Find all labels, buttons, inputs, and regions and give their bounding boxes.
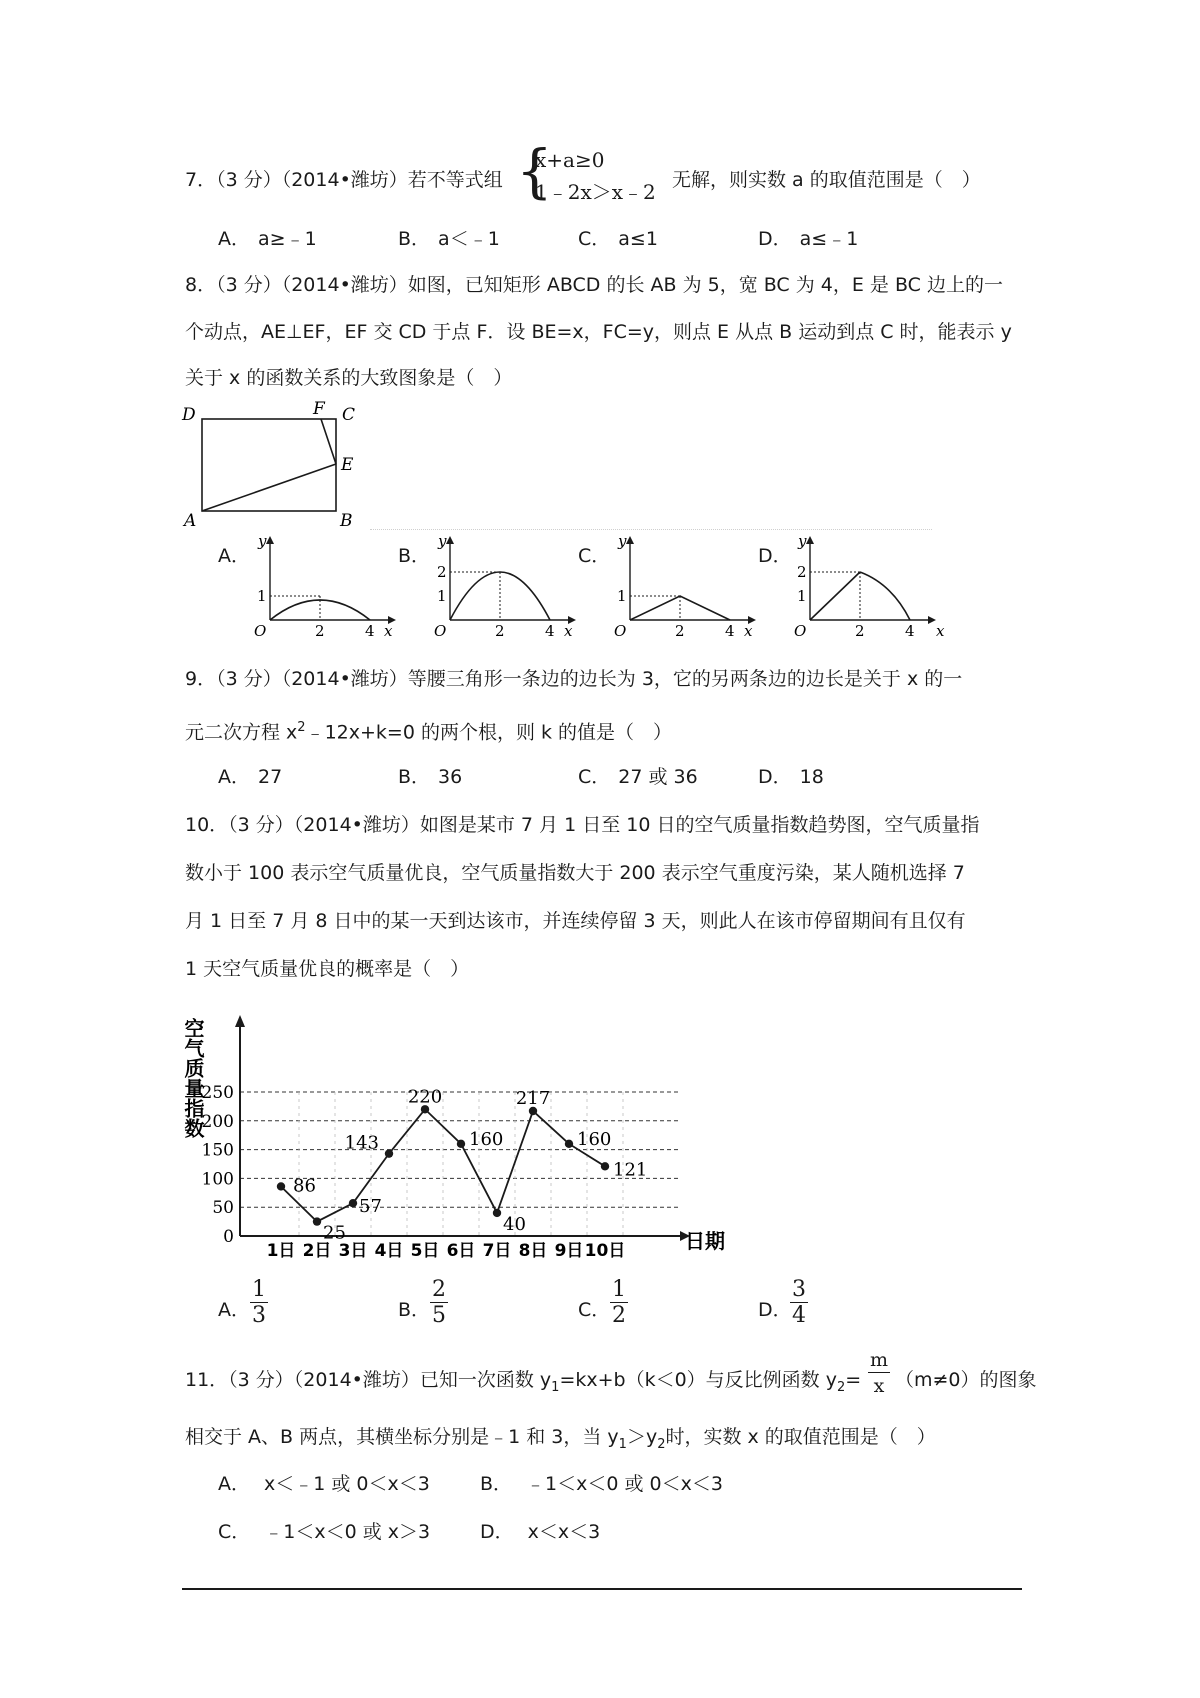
page-bottom-rule <box>182 1588 1022 1590</box>
q7-system-line-2: 1﹣2x＞x﹣2 <box>535 180 656 204</box>
q8-rectangle-figure <box>180 398 370 530</box>
graph-c-origin: O <box>614 622 627 640</box>
graph-d-tick-4: 4 <box>905 622 915 640</box>
q11-option-d: D． x＜x＜3 <box>480 1521 601 1543</box>
graph-a-y-label: y <box>258 532 267 550</box>
x-tick-label: 7日 <box>482 1241 512 1261</box>
q11-stem-line-1-suffix: （m≠0）的图象 <box>895 1369 1037 1391</box>
x-tick-label: 9日 <box>554 1241 584 1261</box>
q10-stem-line-3: 月 1 日至 7 月 8 日中的某一天到达该市，并连续停留 3 天，则此人在该市停留期间有且仅有 <box>185 910 966 932</box>
graph-a-x-label: x <box>384 622 393 640</box>
label-e: E <box>341 455 354 475</box>
graph-a-tick-4: 4 <box>365 622 375 640</box>
data-point <box>277 1182 285 1190</box>
q8-option-d-letter: D． <box>758 545 792 567</box>
q8-graph-a <box>248 532 398 644</box>
graph-c-tick-2: 2 <box>675 622 685 640</box>
data-point <box>385 1149 393 1157</box>
data-label: 40 <box>503 1213 526 1235</box>
graph-d-x-label: x <box>936 622 945 640</box>
graph-b-tick-2: 2 <box>495 622 505 640</box>
y-tick-label-250: 250 <box>201 1083 234 1103</box>
q11-stem-line-2: 相交于 A、B 两点，其横坐标分别是﹣1 和 3，当 $y_1>y_2$时，实数 x 的取值范围是（ ） <box>185 1426 936 1452</box>
q7-option-d: D． a≤﹣1 <box>758 228 859 250</box>
y-tick-label-50: 50 <box>212 1198 234 1219</box>
q10-stem-line-1: 10．（3 分）（2014•潍坊）如图是某市 7 月 1 日至 10 日的空气质量指数趋势图，空气质量指 <box>185 814 980 836</box>
q8-graph-c <box>608 532 758 644</box>
data-label: 217 <box>515 1088 551 1110</box>
x-tick-label: 10日 <box>584 1241 626 1261</box>
rectangle-abcd <box>202 419 336 511</box>
label-a: A <box>184 511 197 530</box>
q7-stem-suffix: 无解，则实数 a 的取值范围是（ ） <box>672 169 981 191</box>
label-f: F <box>313 399 325 419</box>
q7-option-b: B． a＜﹣1 <box>398 228 500 250</box>
data-label: 57 <box>359 1196 382 1218</box>
graph-a-tick-1: 1 <box>257 587 267 605</box>
chart-ylabel: 空气质量指数 <box>181 1018 205 1138</box>
q10-option-b-fraction: $\frac{2}{5}$ <box>432 1277 446 1328</box>
data-label: 143 <box>344 1132 379 1154</box>
aqi-line-chart <box>180 995 740 1270</box>
label-b: B <box>340 511 353 530</box>
q10-option-d-fraction: $\frac{3}{4}$ <box>792 1277 806 1328</box>
data-point <box>493 1209 501 1217</box>
q10-stem-line-2: 数小于 100 表示空气质量优良，空气质量指数大于 200 表示空气重度污染，某人随机选择 7 <box>185 862 965 884</box>
q10-stem-line-4: 1 天空气质量优良的概率是（ ） <box>185 958 470 980</box>
graph-c-y-label: y <box>618 532 627 550</box>
y-tick-label-100: 100 <box>201 1169 234 1190</box>
data-label: 160 <box>577 1128 612 1150</box>
q7-option-c: C． a≤1 <box>578 228 658 250</box>
x-tick-label: 1日 <box>266 1241 296 1261</box>
q8-option-b-letter: B． <box>398 545 431 567</box>
x-tick-label: 3日 <box>338 1241 368 1261</box>
q11-option-b: B． ﹣1＜x＜0 或 0＜x＜3 <box>480 1473 723 1495</box>
graph-d-tick-2: 2 <box>855 622 865 640</box>
q10-option-c-fraction: $\frac{1}{2}$ <box>612 1277 626 1328</box>
q11-inverse-fraction: $\frac{m}{x}$ <box>870 1349 889 1397</box>
q11-option-c: C． ﹣1＜x＜0 或 x＞3 <box>218 1521 431 1543</box>
label-d: D <box>182 405 196 425</box>
segment-ae <box>202 464 336 511</box>
data-point <box>601 1162 609 1170</box>
graph-b-origin: O <box>434 622 447 640</box>
q9-stem-line-1: 9．（3 分）（2014•潍坊）等腰三角形一条边的边长为 3，它的另两条边的边长是关于 x 的一 <box>185 668 963 690</box>
q10-option-a-fraction: $\frac{1}{3}$ <box>252 1277 266 1328</box>
x-tick-label: 2日 <box>302 1241 332 1261</box>
q8-separator <box>370 529 932 530</box>
x-tick-label: 6日 <box>446 1241 476 1261</box>
graph-b-tick-2y: 2 <box>437 563 447 581</box>
graph-b-tick-1: 1 <box>437 587 447 605</box>
graph-d-y-label: y <box>798 532 807 550</box>
y-axis-arrow <box>235 1015 245 1027</box>
q8-option-a-letter: A． <box>218 545 250 567</box>
data-label: 86 <box>293 1175 316 1197</box>
q10-option-b-letter: B． <box>398 1299 431 1321</box>
q7-system-brace: { <box>516 137 553 205</box>
q8-graph-b <box>428 532 578 644</box>
data-point <box>313 1217 321 1225</box>
graph-a-tick-2: 2 <box>315 622 325 640</box>
q9-exponent: 2 <box>297 720 306 735</box>
q9-option-c: C． 27 或 36 <box>578 766 698 788</box>
graph-b-y-label: y <box>438 532 447 550</box>
graph-c-tick-1: 1 <box>617 587 627 605</box>
q7-system-line-1: x+a≥0 <box>535 148 605 172</box>
data-label: 160 <box>469 1128 504 1150</box>
q9-option-a: A． 27 <box>218 766 283 788</box>
data-label: 121 <box>613 1159 648 1181</box>
q10-option-a-letter: A． <box>218 1299 250 1321</box>
label-c: C <box>342 405 356 425</box>
data-point <box>349 1199 357 1207</box>
data-label: 220 <box>407 1086 443 1108</box>
data-point <box>457 1140 465 1148</box>
q9-option-d: D． 18 <box>758 766 824 788</box>
q7-stem-prefix: 7．（3 分）（2014•潍坊）若不等式组 <box>185 169 503 191</box>
q11-stem-line-1: 11．（3 分）（2014•潍坊）已知一次函数 $y_1=kx+b(k<0)$与反比例函数 $y_2=$ <box>185 1369 862 1395</box>
q8-stem-line-3: 关于 x 的函数关系的大致图象是（ ） <box>185 367 513 389</box>
q8-stem-line-1: 8．（3 分）（2014•潍坊）如图，已知矩形 ABCD 的长 AB 为 5，宽 BC 为 4，E 是 BC 边上的一 <box>185 274 1003 296</box>
y-tick-label-200: 200 <box>201 1111 234 1132</box>
q11-option-a: A． x＜﹣1 或 0＜x＜3 <box>218 1473 430 1495</box>
q9-option-b: B． 36 <box>398 766 463 788</box>
q10-option-d-letter: D． <box>758 1299 792 1321</box>
q10-option-c-letter: C． <box>578 1299 611 1321</box>
graph-b-tick-4: 4 <box>545 622 555 640</box>
x-tick-label: 8日 <box>518 1241 548 1261</box>
segment-ef <box>321 419 336 464</box>
data-label: 25 <box>323 1222 346 1244</box>
q7-option-a: A． a≥﹣1 <box>218 228 317 250</box>
graph-c-tick-4: 4 <box>725 622 735 640</box>
q8-stem-line-2: 个动点，AE⊥EF，EF 交 CD 于点 F．设 BE=x，FC=y，则点 E 从点 B 运动到点 C 时，能表示 y <box>185 321 1012 343</box>
graph-d-tick-2y: 2 <box>797 563 807 581</box>
y-tick-label-0: 0 <box>223 1227 234 1247</box>
graph-c-x-label: x <box>744 622 753 640</box>
q9-stem-line-2: 元二次方程 $x^2﹣12x+k=0$ 的两个根，则 k 的值是（ ） <box>185 720 673 744</box>
x-tick-label: 5日 <box>410 1241 440 1261</box>
graph-b-x-label: x <box>564 622 573 640</box>
graph-d-tick-1: 1 <box>797 587 807 605</box>
y-tick-label-150: 150 <box>201 1140 234 1161</box>
chart-xlabel: 日期 <box>685 1229 725 1253</box>
graph-d-origin: O <box>794 622 807 640</box>
data-point <box>565 1140 573 1148</box>
q8-graph-d <box>788 532 950 644</box>
graph-a-origin: O <box>254 622 267 640</box>
q8-option-c-letter: C． <box>578 545 611 567</box>
x-tick-label: 4日 <box>374 1241 404 1261</box>
